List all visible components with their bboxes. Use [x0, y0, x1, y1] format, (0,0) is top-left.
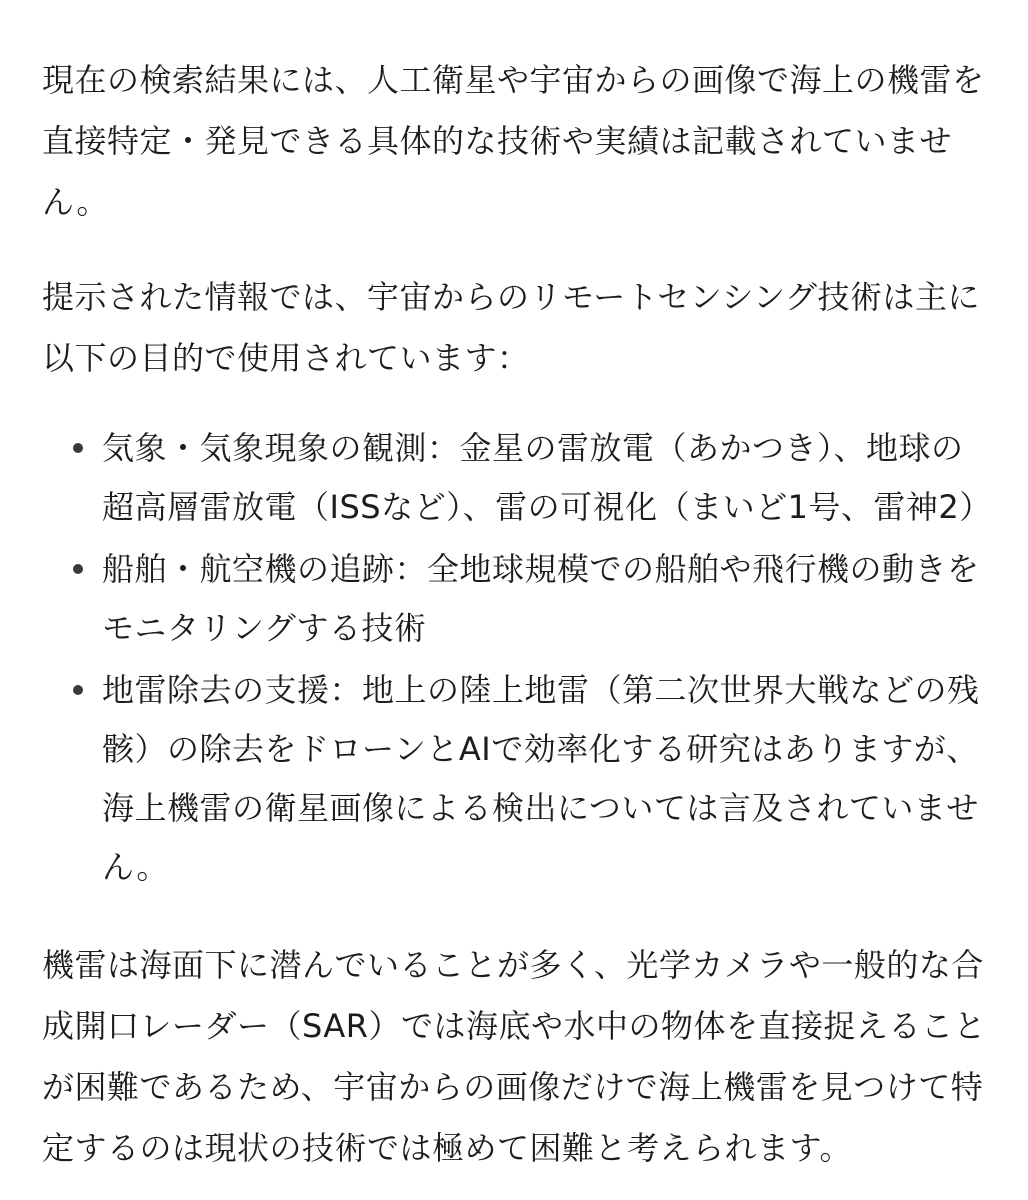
- bullet-icon: [73, 564, 83, 574]
- purposes-list: [42, 419, 990, 897]
- bullet-icon: [73, 685, 83, 695]
- bullet-icon: [73, 443, 83, 453]
- list-item-text: 気象・気象現象の観測：金星の雷放電（あかつき）、地球の超高層雷放電（ISSなど）、雷の可視化（まいど1号、雷神2）: [102, 429, 992, 526]
- conclusion-paragraph: 機雷は海面下に潜んでいることが多く、光学カメラや一般的な合成開口レーダー（SAR）では海底や水中の物体を直接捉えることが困難であるため、宇宙からの画像だけで海上機雷を見つけて特定するのは現状の技術では極めて困難と考えられます。: [42, 946, 987, 1167]
- list-item: [42, 419, 990, 537]
- purposes-lead-paragraph: 提示された情報では、宇宙からのリモートセンシング技術は主に以下の目的で使用されています：: [42, 278, 981, 377]
- list-item: [42, 661, 990, 897]
- intro-paragraph: 現在の検索結果には、人工衛星や宇宙からの画像で海上の機雷を直接特定・発見できる具体的な技術や実績は記載されていません。: [42, 61, 985, 221]
- response-body: [42, 50, 990, 1179]
- list-item: [42, 540, 990, 658]
- list-item-text: 船舶・航空機の追跡：全地球規模での船舶や飛行機の動きをモニタリングする技術: [102, 550, 980, 647]
- list-item-text: 地雷除去の支援：地上の陸上地雷（第二次世界大戦などの残骸）の除去をドローンとAIで効率化する研究はありますが、海上機雷の衛星画像による検出については言及されていません。: [102, 671, 980, 886]
